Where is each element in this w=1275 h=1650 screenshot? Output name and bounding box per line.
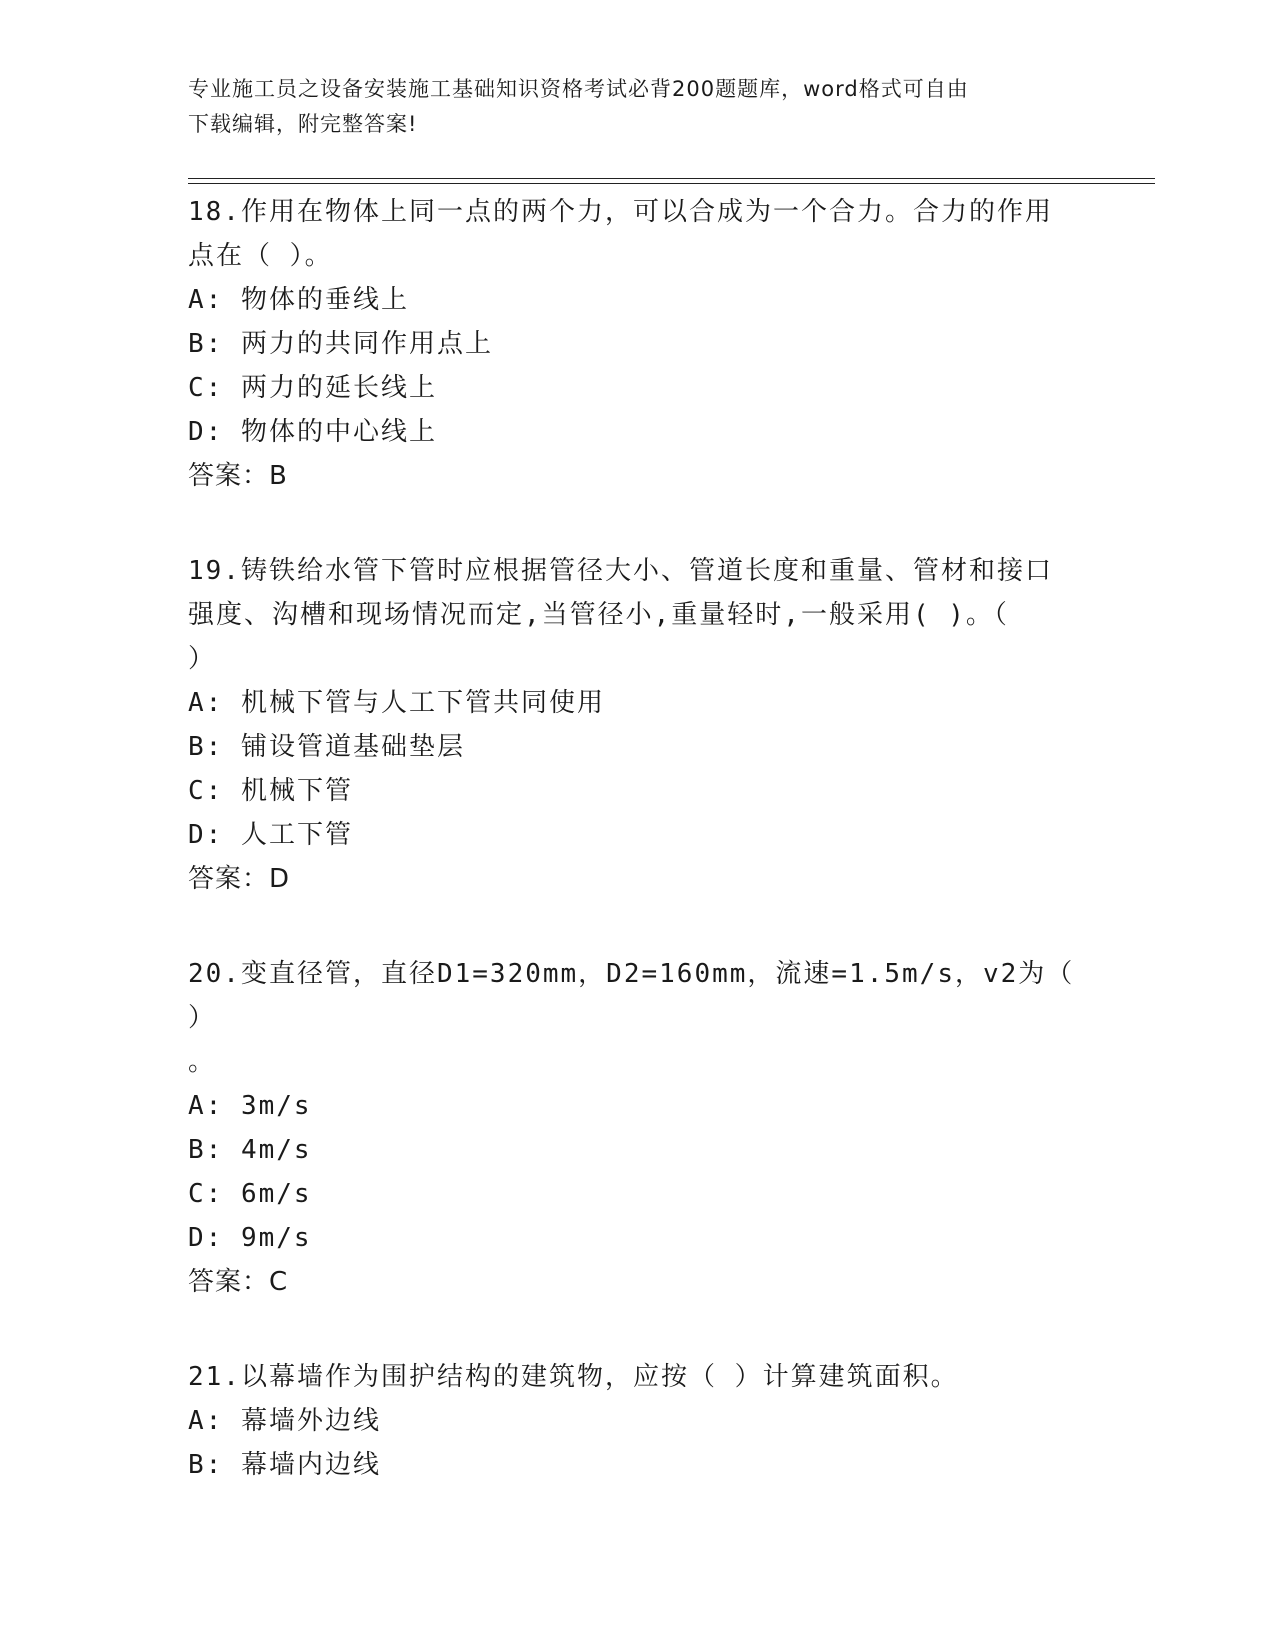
- option-a: A: 幕墙外边线: [188, 1406, 381, 1436]
- option-a: A: 物体的垂线上: [188, 285, 409, 315]
- answer-line: 答案：C: [188, 1267, 289, 1297]
- answer-line: 答案：D: [188, 864, 291, 894]
- question-19: [188, 549, 1088, 901]
- option-c: C: 两力的延长线上: [188, 373, 437, 403]
- option-b: B: 幕墙内边线: [188, 1450, 381, 1480]
- question-stem-line: 20.变直径管，直径D1=320mm，D2=160mm，流速=1.5m/s，v2为（ ）: [188, 959, 1092, 1033]
- question-20: [188, 952, 1092, 1304]
- option-b: B: 4m/s: [188, 1135, 312, 1165]
- question-list: [188, 190, 1092, 1538]
- question-stem-line: 。: [188, 1047, 217, 1077]
- option-c: C: 6m/s: [188, 1179, 312, 1209]
- document-header: [188, 72, 1068, 142]
- question-stem-line: 点在（ ）。: [188, 241, 333, 271]
- question-stem-line: 19.铸铁给水管下管时应根据管径大小、管道长度和重量、管材和接口: [188, 556, 1053, 586]
- option-d: D: 人工下管: [188, 820, 353, 850]
- question-stem-line: 18.作用在物体上同一点的两个力，可以合成为一个合力。合力的作用: [188, 197, 1053, 227]
- header-divider-top: [188, 178, 1155, 179]
- option-b: B: 铺设管道基础垫层: [188, 732, 465, 762]
- header-line-2: 下载编辑，附完整答案!: [188, 112, 418, 136]
- option-d: D: 物体的中心线上: [188, 417, 437, 447]
- header-line-1: 专业施工员之设备安装施工基础知识资格考试必背200题题库，word格式可自由: [188, 77, 969, 101]
- answer-line: 答案：B: [188, 461, 288, 491]
- question-18: [188, 190, 1088, 498]
- option-a: A: 机械下管与人工下管共同使用: [188, 688, 605, 718]
- option-a: A: 3m/s: [188, 1091, 312, 1121]
- question-stem-line: ）: [188, 644, 217, 674]
- question-stem-line: 强度、沟槽和现场情况而定,当管径小,重量轻时,一般采用( )。（: [188, 600, 1009, 630]
- question-21: [188, 1355, 1088, 1487]
- header-divider-bottom: [188, 183, 1155, 184]
- option-d: D: 9m/s: [188, 1223, 312, 1253]
- question-stem-line: 21.以幕墙作为围护结构的建筑物，应按（ ）计算建筑面积。: [188, 1362, 959, 1392]
- option-b: B: 两力的共同作用点上: [188, 329, 493, 359]
- option-c: C: 机械下管: [188, 776, 353, 806]
